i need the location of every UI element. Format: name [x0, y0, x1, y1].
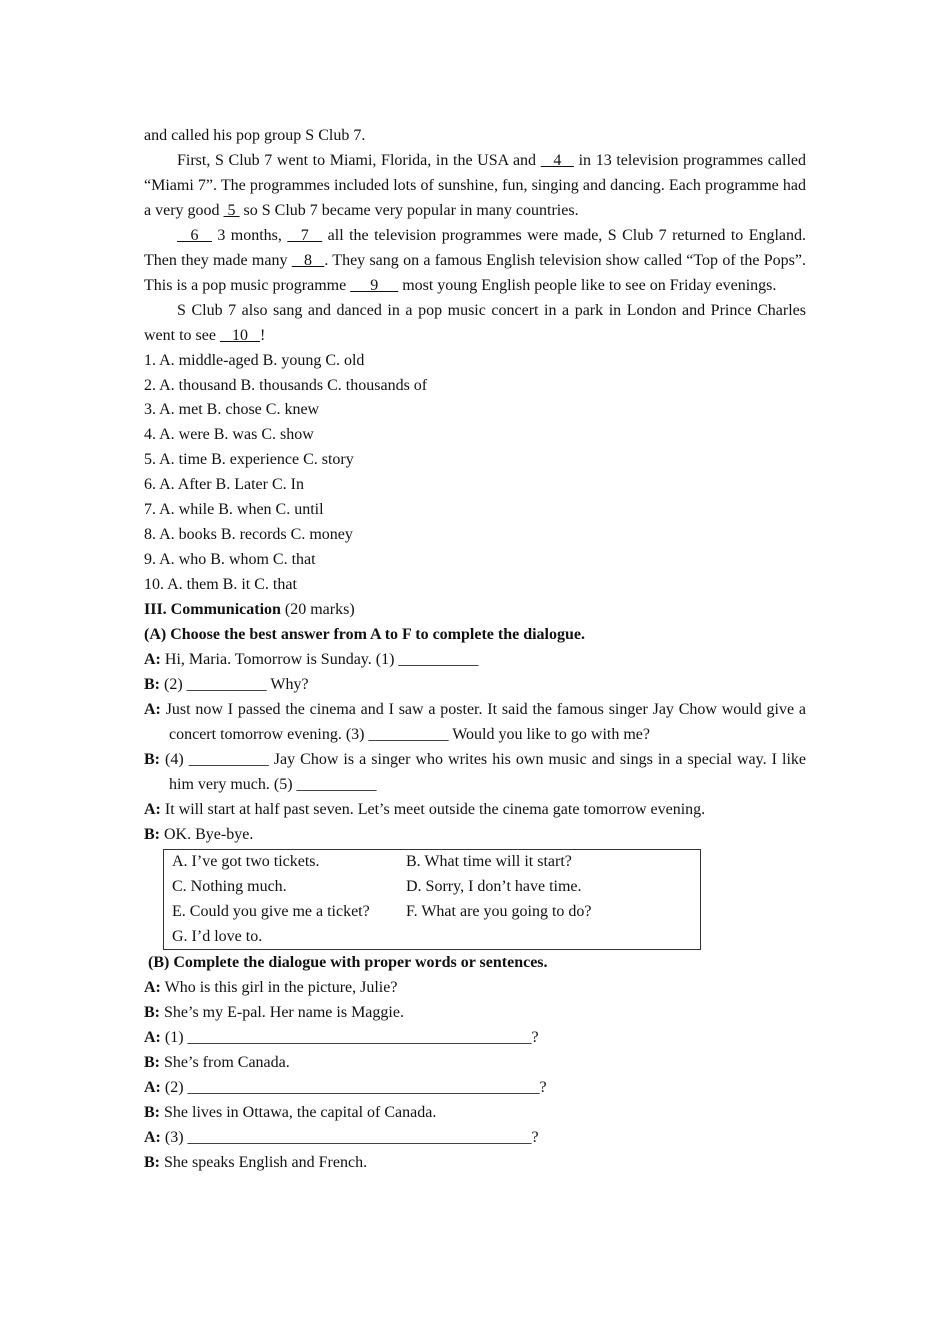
choice-item: 8. A. books B. records C. money [144, 526, 353, 544]
choice-item: 7. A. while B. when C. until [144, 501, 324, 519]
passage-paragraph [144, 149, 806, 224]
section-title: III. Communication [144, 601, 281, 619]
text: in 13 television programmes called “Miami 7”. The programmes included lots of sunshine, fun, singing and dancing. Each programme had a very good [144, 151, 806, 219]
dialogue-line [144, 748, 806, 798]
dialogue-line [144, 1076, 806, 1101]
dialogue-line [144, 698, 806, 748]
speaker-label: A: [144, 979, 161, 997]
dialogue-line [144, 1126, 806, 1151]
option-e: E. Could you give me a ticket? [172, 902, 370, 920]
speaker-label: B: [144, 1004, 160, 1022]
dialogue-text: She lives in Ottawa, the capital of Canada. [160, 1104, 437, 1122]
dialogue-b [144, 976, 806, 1176]
choice-item: 4. A. were B. was C. show [144, 426, 314, 444]
blank-10: _10_ [219, 326, 260, 344]
dialogue-text: (3) ___________________________________________? [160, 1129, 539, 1147]
speaker-label: A: [144, 800, 161, 818]
option-f: F. What are you going to do? [406, 902, 592, 920]
section-heading [144, 598, 806, 623]
section-marks: (20 marks) [280, 601, 355, 619]
blank-6: _6_ [177, 226, 212, 244]
part-b-title [144, 951, 806, 976]
blank-5: 5 [223, 201, 240, 219]
text: 3 months, [211, 226, 288, 244]
text: all the television programmes were made, S Club 7 returned to England. Then they made many [144, 226, 807, 269]
dialogue-text: (1) ___________________________________________? [160, 1029, 539, 1047]
speaker-label: B: [144, 675, 160, 693]
choice-item: 3. A. met B. chose C. knew [144, 401, 320, 419]
speaker-label: A: [144, 1129, 161, 1147]
speaker-label: B: [144, 1054, 160, 1072]
dialogue-text: Who is this girl in the picture, Julie? [160, 979, 398, 997]
option-b: B. What time will it start? [406, 852, 572, 870]
dialogue-text: (4) __________ Jay Chow is a singer who writes his own music and sings in a special way. I like him very much. (5) __________ [160, 750, 806, 793]
dialogue-line [144, 798, 806, 823]
speaker-label: B: [144, 750, 160, 768]
part-a-title [144, 623, 806, 648]
dialogue-text: (2) ____________________________________________? [160, 1079, 547, 1097]
option-c: C. Nothing much. [172, 877, 287, 895]
text: First, S Club 7 went to Miami, Florida, in the USA and [177, 151, 541, 169]
passage-paragraph: and called his pop group S Club 7. [144, 127, 366, 144]
choice-item: 2. A. thousand B. thousands C. thousands of [144, 376, 428, 394]
dialogue-text: Just now I passed the cinema and I saw a poster. It said the famous singer Jay Chow would give a concert tomorrow evening. (3) __________ Would you like to go with me? [160, 700, 806, 743]
dialogue-a [144, 648, 806, 848]
dialogue-text: She’s my E-pal. Her name is Maggie. [160, 1004, 404, 1022]
dialogue-line [144, 1026, 806, 1051]
choice-item: 9. A. who B. whom C. that [144, 551, 316, 569]
text: . They sang on a famous English television show called “Top of the Pops”. This is a pop music programme [144, 251, 807, 294]
choice-item: 6. A. After B. Later C. In [144, 476, 304, 494]
passage-paragraph [144, 224, 806, 299]
dialogue-line [144, 1051, 806, 1076]
choice-item: 5. A. time B. experience C. story [144, 451, 354, 469]
text: ! [259, 326, 266, 344]
option-d: D. Sorry, I don’t have time. [406, 877, 582, 895]
dialogue-line [144, 823, 806, 848]
speaker-label: B: [144, 1104, 160, 1122]
speaker-label: B: [144, 825, 160, 843]
dialogue-text: She speaks English and French. [160, 1154, 368, 1172]
blank-9: __9__ [350, 276, 399, 294]
dialogue-line [144, 1001, 806, 1026]
text: so S Club 7 became very popular in many countries. [239, 201, 579, 219]
speaker-label: A: [144, 1079, 161, 1097]
blank-4: _4_ [540, 151, 574, 169]
dialogue-text: (2) __________ Why? [160, 675, 309, 693]
speaker-label: A: [144, 700, 161, 718]
blank-7: _7_ [287, 226, 323, 244]
speaker-label: B: [144, 1154, 160, 1172]
text: most young English people like to see on Friday evenings. [398, 276, 777, 294]
choice-item: 10. A. them B. it C. that [144, 576, 297, 594]
dialogue-line [144, 1151, 806, 1176]
passage-paragraph [144, 299, 806, 349]
choice-item: 1. A. middle-aged B. young C. old [144, 351, 365, 369]
option-a: A. I’ve got two tickets. [172, 852, 320, 870]
speaker-label: A: [144, 651, 161, 669]
option-g: G. I’d love to. [172, 927, 263, 945]
dialogue-line [144, 1101, 806, 1126]
part-b-title-text: (B) Complete the dialogue with proper words or sentences. [144, 954, 548, 972]
dialogue-line [144, 673, 806, 698]
speaker-label: A: [144, 1029, 161, 1047]
blank-8: _8_ [291, 251, 325, 269]
dialogue-text: She’s from Canada. [160, 1054, 290, 1072]
dialogue-text: OK. Bye-bye. [160, 825, 254, 843]
document-page [144, 124, 806, 1176]
choice-list [144, 349, 806, 599]
dialogue-line [144, 976, 806, 1001]
dialogue-line [144, 648, 806, 673]
dialogue-text: Hi, Maria. Tomorrow is Sunday. (1) __________ [160, 651, 479, 669]
part-a-title-text: (A) Choose the best answer from A to F to complete the dialogue. [144, 626, 585, 644]
dialogue-text: It will start at half past seven. Let’s meet outside the cinema gate tomorrow evening. [160, 800, 706, 818]
options-box [163, 849, 701, 951]
text: S Club 7 also sang and danced in a pop music concert in a park in London and Prince Charles went to see [144, 301, 806, 344]
